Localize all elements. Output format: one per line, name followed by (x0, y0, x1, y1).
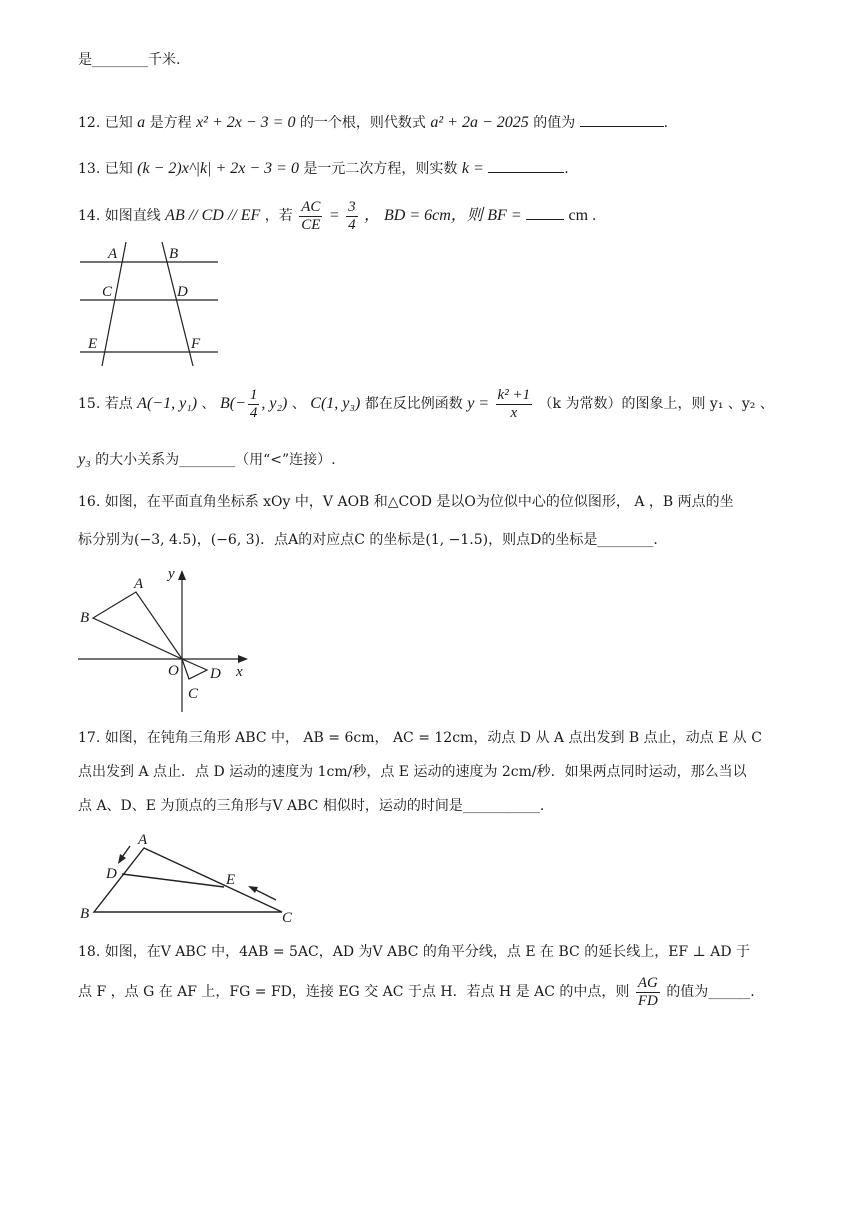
arrow-e-icon (248, 886, 258, 893)
question-13: 13. 已知 (k − 2)x^|k| + 2x − 3 = 0 是一元二次方程，则实数 k = . (78, 160, 569, 177)
question-15-line-2 (78, 450, 336, 470)
label-d: D (177, 284, 188, 300)
q14-answer-blank[interactable] (526, 205, 564, 220)
q14-bd: ， BD = 6cm，则 (364, 207, 483, 224)
q12-mid: 是方程 (149, 115, 192, 131)
question-18-line-1: 18. 如图，在V ABC 中，4AB = 5AC，AD 为V ABC 的角平分线，点 E 在 BC 的延长线上，EF ⊥ AD 于 (78, 944, 750, 960)
label-a: A (134, 576, 144, 592)
label-c: C (102, 284, 113, 300)
question-16-line-1: 16. 如图，在平面直角坐标系 xOy 中，V AOB 和△COD 是以O为位似中心的位似图形， A ，B 两点的坐 (78, 494, 734, 510)
label-x: x (236, 664, 243, 680)
q14-equals: = (328, 207, 340, 224)
q15-prefix: 15. 若点 (78, 396, 133, 412)
question-15 (78, 382, 774, 426)
question-17-line-2: 点出发到 A 点止．点 D 运动的速度为 1cm/秒，点 E 运动的速度为 2cm/秒．如果两点同时运动，那么当以 (78, 764, 747, 780)
label-e: E (88, 336, 98, 352)
q13-equation: (k − 2)x^|k| + 2x − 3 = 0 (137, 160, 299, 177)
q15-function-fraction: $\frac{\text{k² +1}}{x}$ (497, 386, 531, 421)
q12-expression: a² + 2a − 2025 (430, 114, 529, 131)
label-y: y (168, 566, 175, 582)
x-axis-arrow-icon (238, 655, 248, 663)
q12-equation: x² + 2x − 3 = 0 (196, 114, 296, 131)
q15-paren: （k 为常数）的图象上，则 y₁ 、y₂ 、 (538, 396, 774, 412)
q15-mid: 都在反比例函数 (364, 396, 463, 412)
q18-fraction-ag-fd: $\frac{AG}{FD}$ (637, 974, 658, 1009)
label-d: D (210, 666, 221, 682)
triangle-aob (93, 592, 182, 659)
label-o: O (168, 663, 179, 679)
q15-point-c: C(1, y₃) (310, 395, 361, 412)
q15-sep1: 、 (201, 396, 216, 412)
label-c: C (188, 686, 199, 702)
question-18-line-2 (78, 970, 755, 1014)
figure-17-triangle (76, 828, 301, 924)
q14-if: ，若 (264, 208, 293, 224)
label-e: E (226, 872, 236, 888)
segment-de (122, 874, 224, 887)
y-axis-arrow-icon (178, 570, 186, 580)
q12-a: a (137, 114, 146, 131)
q12-prefix: 12. 已知 (78, 115, 133, 131)
label-c: C (282, 910, 293, 924)
question-17-line-3: 点 A、D、E 为顶点的三角形与V ABC 相似时，运动的时间是___________. (78, 798, 545, 814)
q14-unit: cm . (568, 207, 597, 224)
q14-fraction-ac-ce: $\frac{AC}{CE}$ (301, 198, 321, 233)
q15-point-b-pre: B(− (219, 395, 246, 412)
q13-var: k = (461, 160, 484, 177)
q13-mid: 是一元二次方程，则实数 (303, 161, 458, 177)
label-f: F (191, 336, 201, 352)
question-12: 12. 已知 a 是方程 x² + 2x − 3 = 0 的一个根，则代数式 a² + 2a − 2025 的值为 . (78, 114, 669, 131)
q13-prefix: 13. 已知 (78, 161, 133, 177)
question-14 (78, 196, 596, 236)
q12-mid2: 的一个根，则代数式 (299, 115, 426, 131)
label-b: B (80, 610, 90, 626)
arrow-d-icon (118, 854, 126, 864)
q15-sep2: 、 (291, 396, 306, 412)
text-line-0: 是________千米. (78, 52, 181, 68)
q14-prefix: 14. 如图直线 (78, 208, 161, 224)
label-b: B (169, 246, 179, 262)
q15-relation: 的大小关系为________（用“<”连接）. (95, 452, 336, 468)
q15-point-a: A(−1, y₁) (137, 395, 198, 412)
figure-14-parallel-lines (78, 240, 223, 370)
label-d: D (106, 866, 117, 882)
q12-suffix: 的值为 (533, 115, 576, 131)
q13-answer-blank[interactable] (488, 158, 564, 173)
label-a: A (138, 832, 148, 848)
q18-text-a: 点 F ，点 G 在 AF 上，FG = FD，连接 EG 交 AC 于点 H．若点 H 是 AC 的中点，则 (78, 984, 630, 1000)
label-b: B (80, 906, 90, 922)
q12-answer-blank[interactable] (580, 112, 664, 127)
question-17-line-1: 17. 如图，在钝角三角形 ABC 中， AB = 6cm， AC = 12cm，动点 D 从 A 点出发到 B 点止，动点 E 从 C (78, 730, 762, 746)
q15-y: y = (467, 395, 490, 412)
question-16-line-2: 标分别为(−3, 4.5)，(−6, 3)．点A的对应点C 的坐标是(1, −1.5)，则点D的坐标是________. (78, 532, 658, 548)
q14-lines: AB // CD // EF (165, 207, 261, 224)
q15-point-b-post: , y₂) (261, 395, 288, 412)
q15-y3: y₃ (78, 451, 91, 468)
q18-text-b: 的值为______. (666, 984, 755, 1000)
figure-16-coordinate-plane (78, 562, 258, 717)
triangle-cod (182, 659, 207, 679)
q14-bf: BF = (487, 207, 522, 224)
q14-fraction-3-4: $\frac{3}{4}$ (348, 198, 356, 233)
label-a: A (108, 246, 118, 262)
q15-b-fraction: $\frac{1}{4}$ (249, 386, 258, 421)
